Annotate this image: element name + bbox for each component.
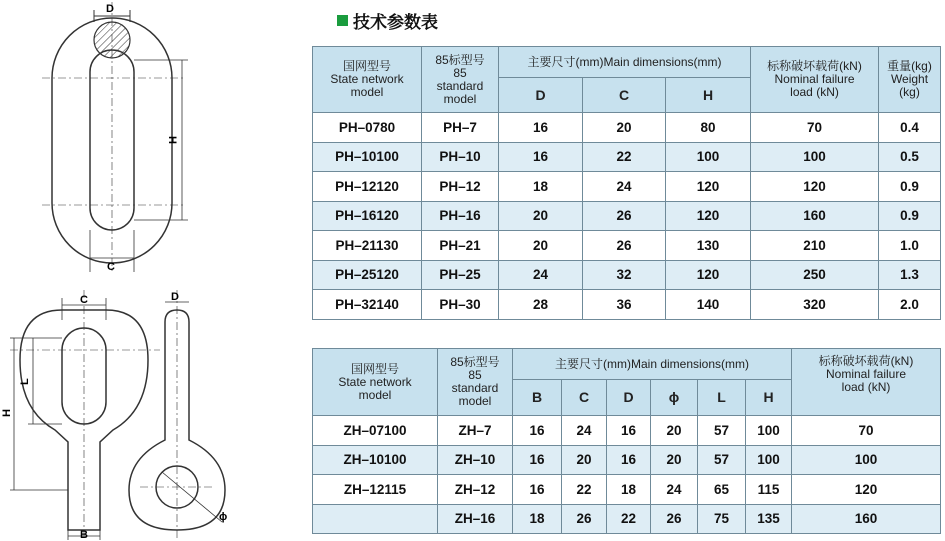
table-cell: 70 [751, 113, 879, 143]
table-cell: PH–10100 [313, 142, 422, 172]
table-cell: 75 [698, 504, 746, 534]
zh-label-b: B [80, 529, 88, 541]
table-cell: 160 [792, 504, 941, 534]
table-cell: 115 [746, 475, 792, 505]
table-cell: 26 [562, 504, 607, 534]
table-cell: 18 [513, 504, 562, 534]
table-cell: 22 [562, 475, 607, 505]
table-cell: 16 [607, 445, 651, 475]
table-cell: PH–25120 [313, 260, 422, 290]
table-cell: 20 [651, 416, 698, 446]
ph-spec-table [312, 46, 941, 320]
table-cell: 0.5 [879, 142, 941, 172]
table-cell: PH–25 [422, 260, 499, 290]
table-cell: 26 [583, 231, 666, 261]
header-state-model: 国网型号 State network model [313, 47, 422, 113]
table-row [313, 504, 941, 534]
table-row [313, 201, 941, 231]
table-row [313, 416, 941, 446]
table-cell: ZH–16 [438, 504, 513, 534]
table-cell: ZH–10100 [313, 445, 438, 475]
header-std-model: 85标型号 85 standard model [438, 349, 513, 416]
header-failure-load: 标称破坏载荷(kN) Nominal failure load (kN) [751, 47, 879, 113]
table-cell: 24 [583, 172, 666, 202]
table-cell: 120 [792, 475, 941, 505]
header-dim-b: B [513, 380, 562, 416]
table-cell: PH–30 [422, 290, 499, 320]
header-dim-c: C [562, 380, 607, 416]
header-dim-l: L [698, 380, 746, 416]
table-cell: 0.4 [879, 113, 941, 143]
table-cell: 320 [751, 290, 879, 320]
zh-link-drawing [0, 290, 255, 541]
ph-link-drawing [40, 0, 200, 275]
header-dim-h: H [666, 78, 751, 113]
table-cell: PH–10 [422, 142, 499, 172]
header-state-model: 国网型号 State network model [313, 349, 438, 416]
table-cell: 16 [499, 113, 583, 143]
section-title-text: 技术参数表 [353, 13, 438, 32]
table-cell: PH–7 [422, 113, 499, 143]
header-std-model: 85标型号 85 standard model [422, 47, 499, 113]
table-cell: ZH–7 [438, 416, 513, 446]
table-cell: 22 [607, 504, 651, 534]
header-main-dims: 主要尺寸(mm)Main dimensions(mm) [513, 349, 792, 380]
header-dim-h: H [746, 380, 792, 416]
table-cell: 16 [513, 416, 562, 446]
table-cell: 70 [792, 416, 941, 446]
table-cell: 24 [651, 475, 698, 505]
table-row [313, 260, 941, 290]
table-cell: 140 [666, 290, 751, 320]
table-cell: 210 [751, 231, 879, 261]
table-cell: 16 [513, 445, 562, 475]
table-cell: PH–12120 [313, 172, 422, 202]
table-cell: 120 [666, 201, 751, 231]
table-cell: 100 [792, 445, 941, 475]
zh-label-c: C [80, 294, 88, 306]
table-cell: 130 [666, 231, 751, 261]
table-cell: 24 [562, 416, 607, 446]
section-title [337, 8, 438, 33]
ph-label-c: C [107, 261, 115, 273]
table-row [313, 142, 941, 172]
table-cell: 18 [607, 475, 651, 505]
zh-label-l: L [19, 378, 31, 385]
header-weight: 重量(kg) Weight (kg) [879, 47, 941, 113]
table-cell [313, 504, 438, 534]
table-cell: PH–16 [422, 201, 499, 231]
header-dim-d: D [607, 380, 651, 416]
table-cell: 22 [583, 142, 666, 172]
table-row [313, 475, 941, 505]
table-cell: 20 [499, 231, 583, 261]
header-main-dims: 主要尺寸(mm)Main dimensions(mm) [499, 47, 751, 78]
table-cell: 100 [751, 142, 879, 172]
table-cell: 0.9 [879, 201, 941, 231]
table-cell: ZH–07100 [313, 416, 438, 446]
table-row [313, 231, 941, 261]
table-cell: 1.3 [879, 260, 941, 290]
table-cell: 26 [583, 201, 666, 231]
table-cell: 26 [651, 504, 698, 534]
table-row [313, 113, 941, 143]
table-cell: 16 [513, 475, 562, 505]
table-cell: PH–32140 [313, 290, 422, 320]
header-dim-phi: ϕ [651, 380, 698, 416]
table-cell: PH–16120 [313, 201, 422, 231]
table-cell: 18 [499, 172, 583, 202]
table-cell: 20 [562, 445, 607, 475]
table-cell: 16 [499, 142, 583, 172]
table-cell: 20 [583, 113, 666, 143]
green-square-icon [337, 15, 348, 26]
zh-label-d: D [171, 291, 179, 303]
table-cell: 120 [751, 172, 879, 202]
table-cell: 120 [666, 260, 751, 290]
table-cell: 100 [666, 142, 751, 172]
zh-label-phi: ϕ [219, 511, 228, 523]
table-row [313, 172, 941, 202]
table-cell: 80 [666, 113, 751, 143]
table-cell: ZH–12 [438, 475, 513, 505]
table-cell: 36 [583, 290, 666, 320]
table-cell: 100 [746, 416, 792, 446]
table-cell: 2.0 [879, 290, 941, 320]
table-cell: 20 [499, 201, 583, 231]
table-cell: 20 [651, 445, 698, 475]
table-cell: 65 [698, 475, 746, 505]
table-cell: 0.9 [879, 172, 941, 202]
ph-label-h: H [166, 136, 178, 144]
zh-label-h: H [1, 409, 13, 417]
table-cell: 24 [499, 260, 583, 290]
zh-spec-table [312, 348, 941, 534]
table-cell: ZH–10 [438, 445, 513, 475]
table-row [313, 290, 941, 320]
table-cell: 57 [698, 445, 746, 475]
table-cell: 32 [583, 260, 666, 290]
table-cell: PH–21 [422, 231, 499, 261]
table-cell: 16 [607, 416, 651, 446]
header-dim-c: C [583, 78, 666, 113]
table-cell: PH–12 [422, 172, 499, 202]
ph-label-d: D [106, 3, 114, 15]
table-cell: 100 [746, 445, 792, 475]
table-cell: 57 [698, 416, 746, 446]
table-cell: PH–0780 [313, 113, 422, 143]
table-cell: 1.0 [879, 231, 941, 261]
table-cell: PH–21130 [313, 231, 422, 261]
table-cell: 160 [751, 201, 879, 231]
header-failure-load: 标称破坏载荷(kN) Nominal failure load (kN) [792, 349, 941, 416]
table-cell: 28 [499, 290, 583, 320]
table-cell: 120 [666, 172, 751, 202]
header-dim-d: D [499, 78, 583, 113]
table-cell: 135 [746, 504, 792, 534]
table-cell: 250 [751, 260, 879, 290]
table-row [313, 445, 941, 475]
table-cell: ZH–12115 [313, 475, 438, 505]
